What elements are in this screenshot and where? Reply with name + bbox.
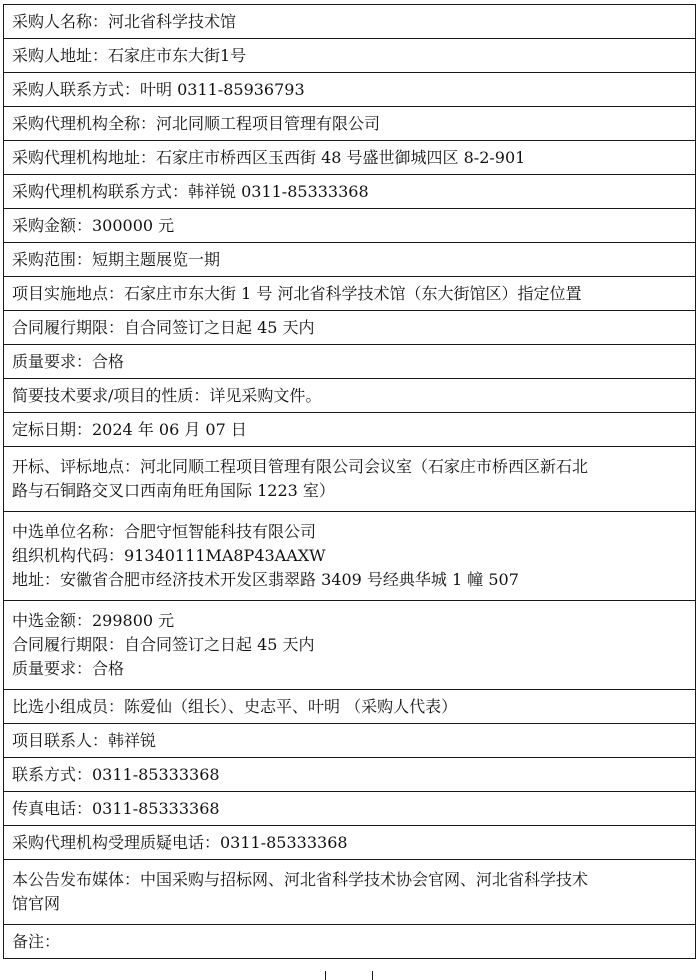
- tech-requirement-text: 简要技术要求/项目的性质：详见采购文件。: [12, 385, 322, 405]
- cell-contact-phone: [4, 758, 696, 792]
- agency-contact-text: 采购代理机构联系方式：韩祥锐 0311-85333368: [12, 181, 369, 201]
- winning-amount-text-3: 质量要求：合格: [12, 659, 125, 678]
- cell-fax: [4, 792, 696, 826]
- table-row-tech-requirement: [4, 379, 696, 413]
- table-row-complaint-phone: [4, 826, 696, 860]
- cell-purchase-amount: [4, 209, 696, 243]
- table-row-agency-address: [4, 141, 696, 175]
- cell-tech-requirement: [4, 379, 696, 413]
- purchaser-name-text: 采购人名称：河北省科学技术馆: [12, 11, 237, 31]
- table-row-agency-contact: [4, 175, 696, 209]
- cell-remarks: [4, 925, 696, 959]
- table-row-contact-phone: [4, 758, 696, 792]
- table-row-project-location: [4, 277, 696, 311]
- remarks-text: 备注：: [12, 931, 61, 951]
- project-location-text: 项目实施地点：石家庄市东大街 1 号 河北省科学技术馆（东大街馆区）指定位置: [12, 283, 582, 303]
- table-row-purchaser-contact: [4, 73, 696, 107]
- agency-address-text: 采购代理机构地址：石家庄市桥西区玉西街 48 号盛世御城四区 8-2-901: [12, 147, 526, 167]
- cell-purchaser-contact: [4, 73, 696, 107]
- table-row-agency-name: [4, 107, 696, 141]
- table-row-project-contact: [4, 724, 696, 758]
- table-row-purchaser-name: [4, 5, 696, 39]
- winner-info-text-1: 中选单位名称：合肥守恒智能科技有限公司: [12, 522, 317, 541]
- cell-agency-address: [4, 141, 696, 175]
- cell-evaluation-location: [4, 447, 696, 512]
- cell-project-location: [4, 277, 696, 311]
- purchase-amount-text: 采购金额：300000 元: [12, 215, 175, 235]
- table-row-quality-requirement: [4, 345, 696, 379]
- publish-media-text-1: 本公告发布媒体：中国采购与招标网、河北省科学技术协会官网、河北省科学技术: [12, 869, 589, 889]
- purchase-scope-text: 采购范围：短期主题展览一期: [12, 249, 221, 269]
- fax-text: 传真电话：0311-85333368: [12, 798, 220, 818]
- project-contact-text: 项目联系人：韩祥锐: [12, 730, 157, 750]
- table-row-award-date: [4, 413, 696, 447]
- cell-publish-media: [4, 860, 696, 925]
- complaint-phone-text: 采购代理机构受理质疑电话：0311-85333368: [12, 832, 348, 852]
- contract-period-text: 合同履行期限：自合同签订之日起 45 天内: [12, 317, 315, 337]
- cell-winner-info: [4, 512, 696, 601]
- table-row-evaluation-location: [4, 447, 696, 512]
- winner-info-text-2: 组织机构代码：91340111MA8P43AAXW: [12, 546, 326, 565]
- evaluation-location-text-1: 开标、评标地点：河北同顺工程项目管理有限公司会议室（石家庄市桥西区新石北: [12, 456, 589, 476]
- table-row-winner-info: [4, 512, 696, 601]
- quality-requirement-text: 质量要求：合格: [12, 351, 125, 371]
- panel-members-text: 比选小组成员：陈爱仙（组长）、史志平、叶明 （采购人代表）: [12, 696, 458, 716]
- cell-purchase-scope: [4, 243, 696, 277]
- table-row-publish-media: [4, 860, 696, 925]
- cell-agency-contact: [4, 175, 696, 209]
- table-row-remarks: [4, 925, 696, 959]
- cell-agency-name: [4, 107, 696, 141]
- table-row-winning-amount: [4, 601, 696, 690]
- table-row-purchase-scope: [4, 243, 696, 277]
- award-date-text: 定标日期：2024 年 06 月 07 日: [12, 419, 247, 439]
- table-footer-stub: [325, 971, 373, 980]
- cell-award-date: [4, 413, 696, 447]
- announcement-table: [3, 4, 696, 959]
- winning-amount-text-1: 中选金额：299800 元: [12, 611, 175, 630]
- cell-contract-period: [4, 311, 696, 345]
- cell-complaint-phone: [4, 826, 696, 860]
- cell-panel-members: [4, 690, 696, 724]
- purchaser-address-text: 采购人地址：石家庄市东大街1号: [12, 45, 247, 65]
- winning-amount-text-2: 合同履行期限：自合同签订之日起 45 天内: [12, 635, 315, 654]
- table-row-contract-period: [4, 311, 696, 345]
- cell-project-contact: [4, 724, 696, 758]
- contact-phone-text: 联系方式：0311-85333368: [12, 764, 220, 784]
- table-row-purchase-amount: [4, 209, 696, 243]
- table-row-purchaser-address: [4, 39, 696, 73]
- table-row-panel-members: [4, 690, 696, 724]
- cell-purchaser-address: [4, 39, 696, 73]
- evaluation-location-text-2: 路与石铜路交叉口西南角旺角国际 1223 室）: [12, 480, 335, 500]
- announcement-table-body: [4, 5, 696, 959]
- cell-winning-amount: [4, 601, 696, 690]
- cell-purchaser-name: [4, 5, 696, 39]
- purchaser-contact-text: 采购人联系方式：叶明 0311-85936793: [12, 79, 305, 99]
- agency-name-text: 采购代理机构全称：河北同顺工程项目管理有限公司: [12, 113, 381, 133]
- table-row-fax: [4, 792, 696, 826]
- winner-info-text-3: 地址：安徽省合肥市经济技术开发区翡翠路 3409 号经典华城 1 幢 507: [12, 570, 519, 589]
- publish-media-text-2: 馆官网: [12, 893, 61, 913]
- announcement-document: [3, 4, 696, 959]
- cell-quality-requirement: [4, 345, 696, 379]
